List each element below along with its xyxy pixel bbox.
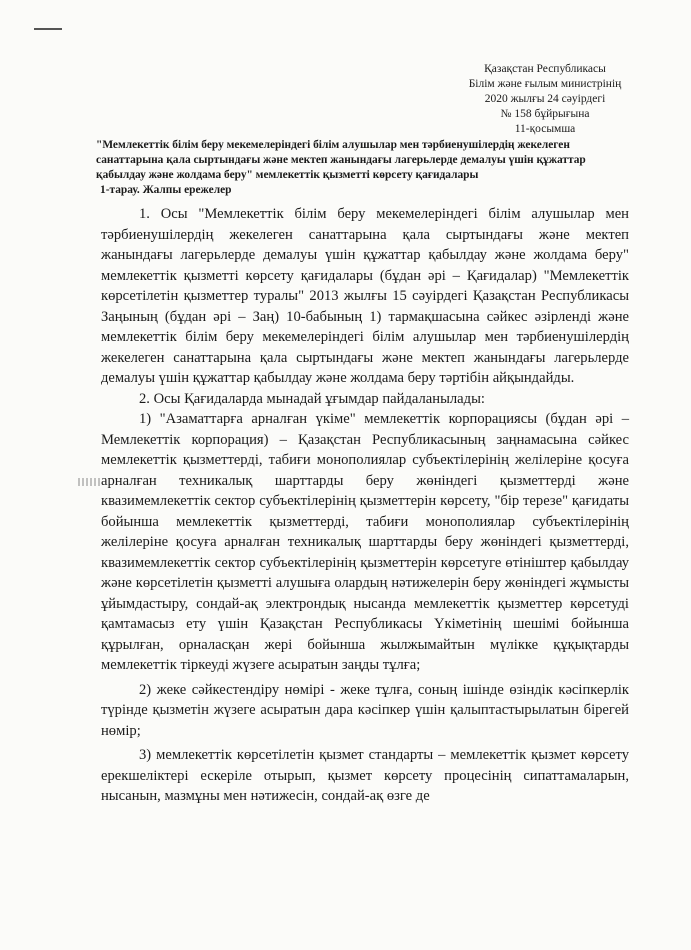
header-ministry: Білім және ғылым министрінің <box>468 78 622 90</box>
chapter-heading: 1-тарау. Жалпы ережелер <box>100 184 232 196</box>
scan-mark <box>34 28 62 30</box>
paragraph-2-item-1: 1) "Азаматтарға арналған үкіме" мемлекеттік корпорациясы (бұдан әрі – Мемлекеттік корпорация) – Қазақстан Республикасының заңнамасына сәйкес мемлекеттік қызметтерді, табиғи монополиялар субъектілерінің желілеріне қосуға арналған техникалық шарттарды беру жөніндегі қызметтерді және квазимемлекеттік сектор субъектілерінің қызметтерін көрсету, "бір терезе" қағидаты бойынша мемлекеттік қызметтерді, табиғи монополиялар субъектілерінің желілеріне қосуға арналған техникалық шарттарды беру жөніндегі қызметтерді, квазимемлекеттік сектор субъектілерінің қызметтерін көрсетуге өтініштер қабылдау және көрсетілетін қызметті алушыға олардың нәтижелерін беру жөніндегі жұмысты ұйымдастыру, сондай-ақ электрондық нысанда мемлекеттік қызметтер көрсетуді қамтамасыз ету үшін Қазақстан Республикасы Үкіметінің шешімі бойынша құрылған, орналасқан жері бойынша жылжымайтын мүлікке құқықтарды мемлекеттік тіркеуді жүзеге асыратын заңды тұлға; <box>101 411 629 673</box>
paragraph-1: 1. Осы "Мемлекеттік білім беру мекемелеріндегі білім алушылар мен тәрбиенушілердің жекелеген санаттарына қала сыртындағы және мектеп жанындағы лагерьлерде демалуы үшін құжаттар қабылдау және жолдама беру" мемлекеттік қызметті көрсету қағидалары (бұдан әрі – Қағидалар) "Мемлекеттік көрсетілетін қызметтер туралы" 2013 жылғы 15 сәуірдегі Қазақстан Республикасы Заңының (бұдан әрі – Заң) 10-бабының 1) тармақшасына сәйкес әзірленді және мемлекеттік білім беру мекемелеріндегі білім алушылар мен тәрбиенушілердің жекелеген санаттарына қала сыртындағы және мектеп жанындағы лагерьлерде демалуы үшін құжаттар қабылдау және жолдама беру тәртібін айқындайды. <box>101 206 629 386</box>
header-country: Қазақстан Республикасы <box>484 63 606 75</box>
paragraph-2-item-3: 3) мемлекеттік көрсетілетін қызмет стандарты – мемлекеттік қызмет көрсету ерекшеліктері ескеріле отырып, қызмет көрсету процесінің сипаттамаларын, нысанын, мазмұны мен нәтижесін, сондай-ақ өзге де <box>101 747 629 804</box>
header-order-number: № 158 бұйрығына <box>500 108 590 120</box>
approval-header <box>430 62 660 137</box>
paragraph-2-item-2: 2) жеке сәйкестендіру нөмірі - жеке тұлға, соның ішінде өзіндік кәсіпкерлік түрінде қызметін жүзеге асыратын дара кәсіпкер үшін қалыптастырылатын бірегей нөмір; <box>101 681 629 739</box>
header-date: 2020 жылғы 24 сәуірдегі <box>484 93 606 105</box>
paragraph-2: 2. Осы Қағидаларда мынадай ұғымдар пайдаланылады: <box>139 390 485 407</box>
header-appendix: 11-қосымша <box>514 123 576 135</box>
scan-smudge <box>78 478 100 486</box>
document-title: "Мемлекеттік білім беру мекемелеріндегі білім алушылар мен тәрбиенушілердің жекелеген санаттарына қала сыртындағы және мектеп жанындағы лагерьлерде демалуы үшін құжаттар қабылдау және жолдама беру" мемлекеттік қызметті көрсету қағидалары <box>96 139 586 181</box>
document-body <box>101 204 629 807</box>
